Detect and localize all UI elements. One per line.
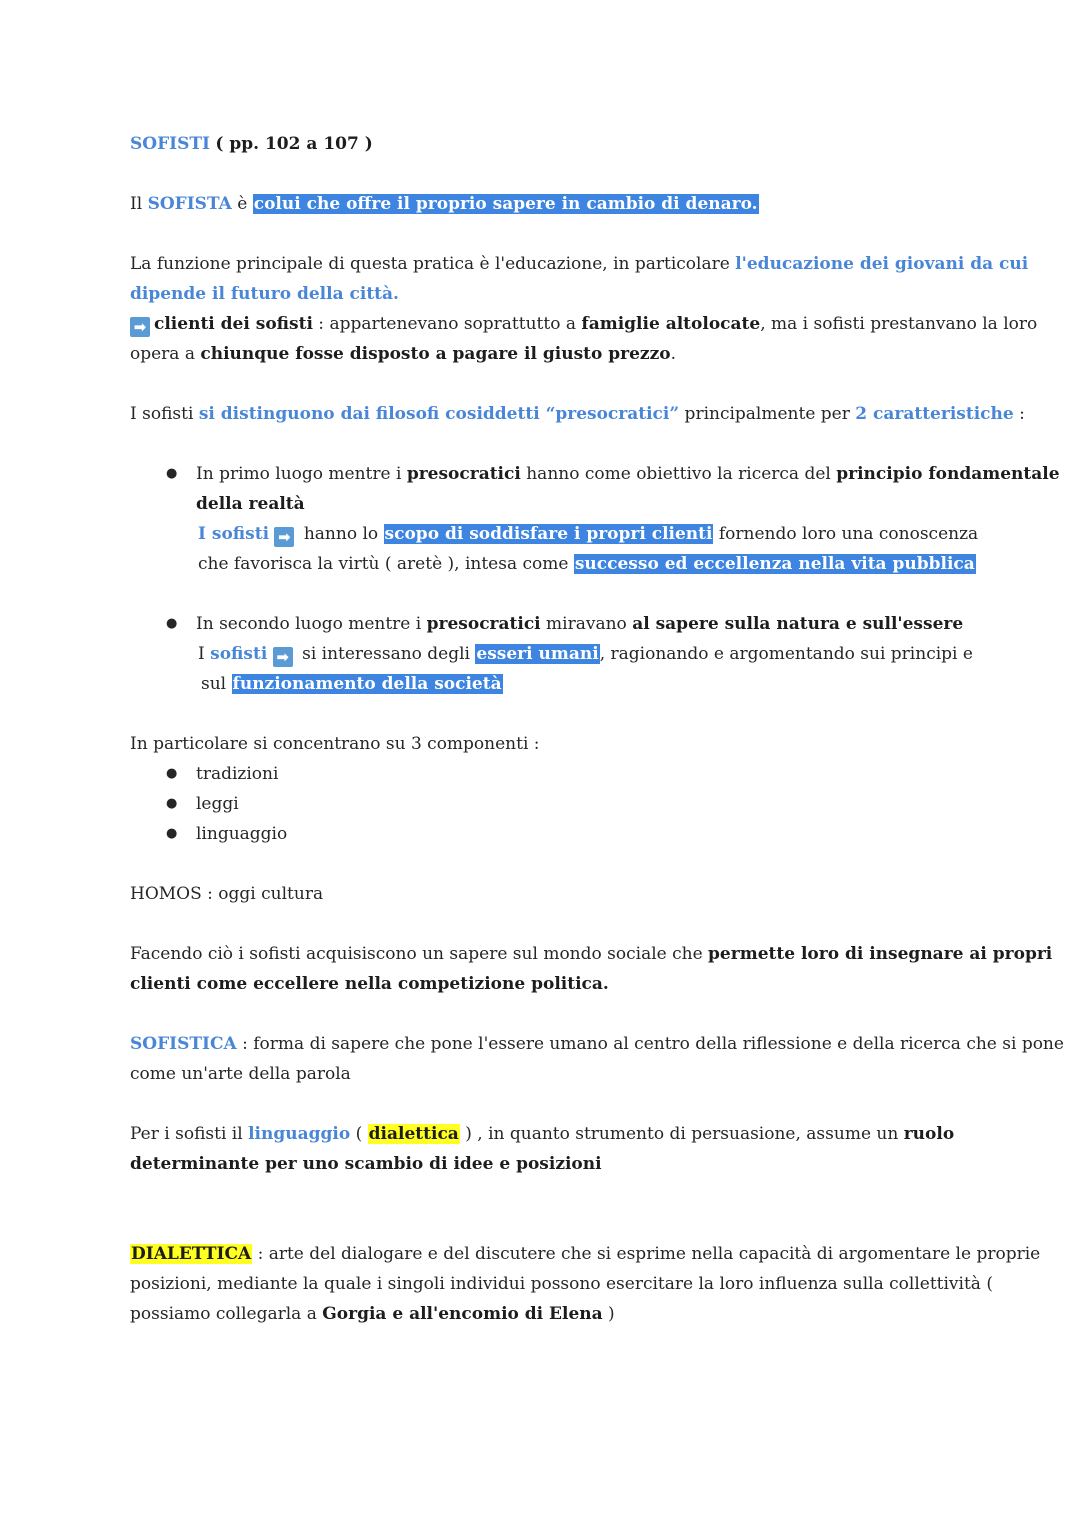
- highlight-text: scopo di soddisfare i propri clienti: [384, 524, 713, 544]
- paragraph-linguaggio-l2: [130, 1149, 960, 1179]
- list-item-text: tradizioni: [196, 764, 279, 784]
- bold-text: determinante per uno scambio di idee e posizioni: [130, 1154, 602, 1174]
- bold-text: presocratici: [426, 614, 541, 634]
- arrow-right-icon: ➡: [274, 527, 294, 547]
- blue-text: dipende il futuro della città.: [130, 284, 399, 304]
- document-page: [130, 129, 1064, 1329]
- text: Facendo ciò i sofisti acquisiscono un sapere sul mondo sociale che: [130, 944, 709, 964]
- term-sofistica: SOFISTICA: [130, 1034, 237, 1054]
- paragraph-homos: HOMOS : oggi cultura: [130, 884, 324, 904]
- line: [196, 459, 1060, 489]
- yellow-highlight: dialettica: [368, 1124, 459, 1144]
- text: , ma i sofisti prestanvano la loro: [760, 314, 1038, 334]
- definition-sofistica-l1: [130, 1029, 1064, 1059]
- text: :: [1013, 404, 1025, 424]
- text: .: [670, 344, 676, 364]
- text: ): [602, 1304, 615, 1324]
- text: opera a: [130, 344, 201, 364]
- text: fornendo loro una conoscenza: [713, 524, 979, 544]
- bold-text: famiglie altolocate: [581, 314, 761, 334]
- paragraph-linguaggio-l1: [130, 1119, 960, 1149]
- list-item: [130, 759, 960, 789]
- bold-text: ruolo: [903, 1124, 955, 1144]
- text: è: [231, 194, 253, 214]
- paragraph-componenti: In particolare si concentrano su 3 componenti :: [130, 734, 540, 754]
- blue-text: I sofisti: [198, 524, 270, 544]
- bullet-icon: ●: [166, 616, 178, 631]
- text: : appartenevano soprattutto a: [312, 314, 582, 334]
- arrow-right-icon: ➡: [130, 317, 150, 337]
- text: hanno lo: [298, 524, 384, 544]
- paragraph-distinzione: [130, 399, 1025, 429]
- bullet-icon: ●: [166, 796, 178, 811]
- line: [196, 609, 964, 639]
- title-label: SOFISTI: [130, 134, 210, 154]
- blue-text: sofisti: [210, 644, 268, 664]
- bullet-icon: ●: [166, 466, 178, 481]
- bullet-icon: ●: [166, 766, 178, 781]
- paragraph-clienti-l2: [130, 339, 960, 369]
- definition-dialettica-l2: posizioni, mediante la quale i singoli individui possono esercitare la loro influenza sulla collettività (: [130, 1274, 993, 1294]
- bold-text: clienti come eccellere nella competizione politica.: [130, 974, 609, 994]
- blue-text: l'educazione dei giovani da cui: [735, 254, 1029, 274]
- bold-text: della realtà: [196, 494, 305, 514]
- text: possiamo collegarla a: [130, 1304, 323, 1324]
- line: [196, 519, 979, 549]
- title-pages: ( pp. 102 a 107 ): [215, 134, 373, 154]
- paragraph-funzione-l2: [130, 279, 960, 309]
- bold-text: al sapere sulla natura e sull'essere: [632, 614, 964, 634]
- definition-sofista: [130, 189, 960, 219]
- bold-text: presocratici: [406, 464, 521, 484]
- highlight-text: funzionamento della società: [232, 674, 502, 694]
- text: In secondo luogo mentre i: [196, 614, 427, 634]
- text: sul: [201, 674, 232, 694]
- highlight-text: esseri umani: [476, 644, 599, 664]
- paragraph-sapere-sociale-l2: [130, 969, 960, 999]
- line: [196, 639, 973, 669]
- bullet-icon: ●: [166, 826, 178, 841]
- bold-text: clienti dei sofisti: [154, 314, 313, 334]
- list-item-secondo-luogo: [130, 609, 973, 699]
- arrow-right-icon: ➡: [273, 647, 293, 667]
- line: [196, 669, 960, 699]
- definition-dialettica-l1: [130, 1239, 1041, 1269]
- page-title: [130, 129, 960, 159]
- blue-text: linguaggio: [248, 1124, 351, 1144]
- text: La funzione principale di questa pratica è l'educazione, in particolare: [130, 254, 736, 274]
- definition-dialettica-l3: [130, 1299, 960, 1329]
- text: , ragionando e argomentando sui principi e: [599, 644, 973, 664]
- text: : arte del dialogare e del discutere che si esprime nella capacità di argomentare le proprie: [252, 1244, 1041, 1264]
- text: miravano: [540, 614, 633, 634]
- text: I sofisti: [130, 404, 199, 424]
- text: principalmente per: [679, 404, 856, 424]
- bold-text: Gorgia e all'encomio di Elena: [322, 1304, 603, 1324]
- bold-text: principio fondamentale: [836, 464, 1060, 484]
- text: si interessano degli: [296, 644, 476, 664]
- text: In primo luogo mentre i: [196, 464, 407, 484]
- list-item: [130, 789, 960, 819]
- line: [196, 489, 960, 519]
- blue-text: si distinguono dai filosofi cosiddetti “presocratici”: [198, 404, 680, 424]
- definition-sofistica-l2: come un'arte della parola: [130, 1064, 351, 1084]
- text: Il: [130, 194, 148, 214]
- text: : forma di sapere che pone l'essere umano al centro della riflessione e della ricerca che si pone: [236, 1034, 1064, 1054]
- list-item-primo-luogo: [130, 459, 1060, 579]
- text: ) , in quanto strumento di persuasione, assume un: [459, 1124, 904, 1144]
- paragraph-sapere-sociale-l1: [130, 939, 1053, 969]
- text: hanno come obiettivo la ricerca del: [520, 464, 837, 484]
- list-item: [130, 819, 960, 849]
- text: (: [350, 1124, 368, 1144]
- term-dialettica: DIALETTICA: [131, 1244, 252, 1264]
- list-item-text: linguaggio: [196, 824, 288, 844]
- list-item-text: leggi: [196, 794, 239, 814]
- paragraph-funzione-l1: [130, 249, 1029, 279]
- highlight-definition: colui che offre il proprio sapere in cambio di denaro.: [253, 194, 758, 214]
- blue-text: 2 caratteristiche: [855, 404, 1014, 424]
- text: che favorisca la virtù ( aretè ), intesa come: [198, 554, 574, 574]
- bold-text: permette loro di insegnare ai propri: [708, 944, 1053, 964]
- line: [196, 549, 975, 579]
- highlight-text: successo ed eccellenza nella vita pubblica: [574, 554, 975, 574]
- bold-text: chiunque fosse disposto a pagare il giusto prezzo: [200, 344, 671, 364]
- term-sofista: SOFISTA: [147, 194, 232, 214]
- text: Per i sofisti il: [130, 1124, 249, 1144]
- text: I: [198, 644, 211, 664]
- paragraph-clienti-l1: [130, 309, 1038, 339]
